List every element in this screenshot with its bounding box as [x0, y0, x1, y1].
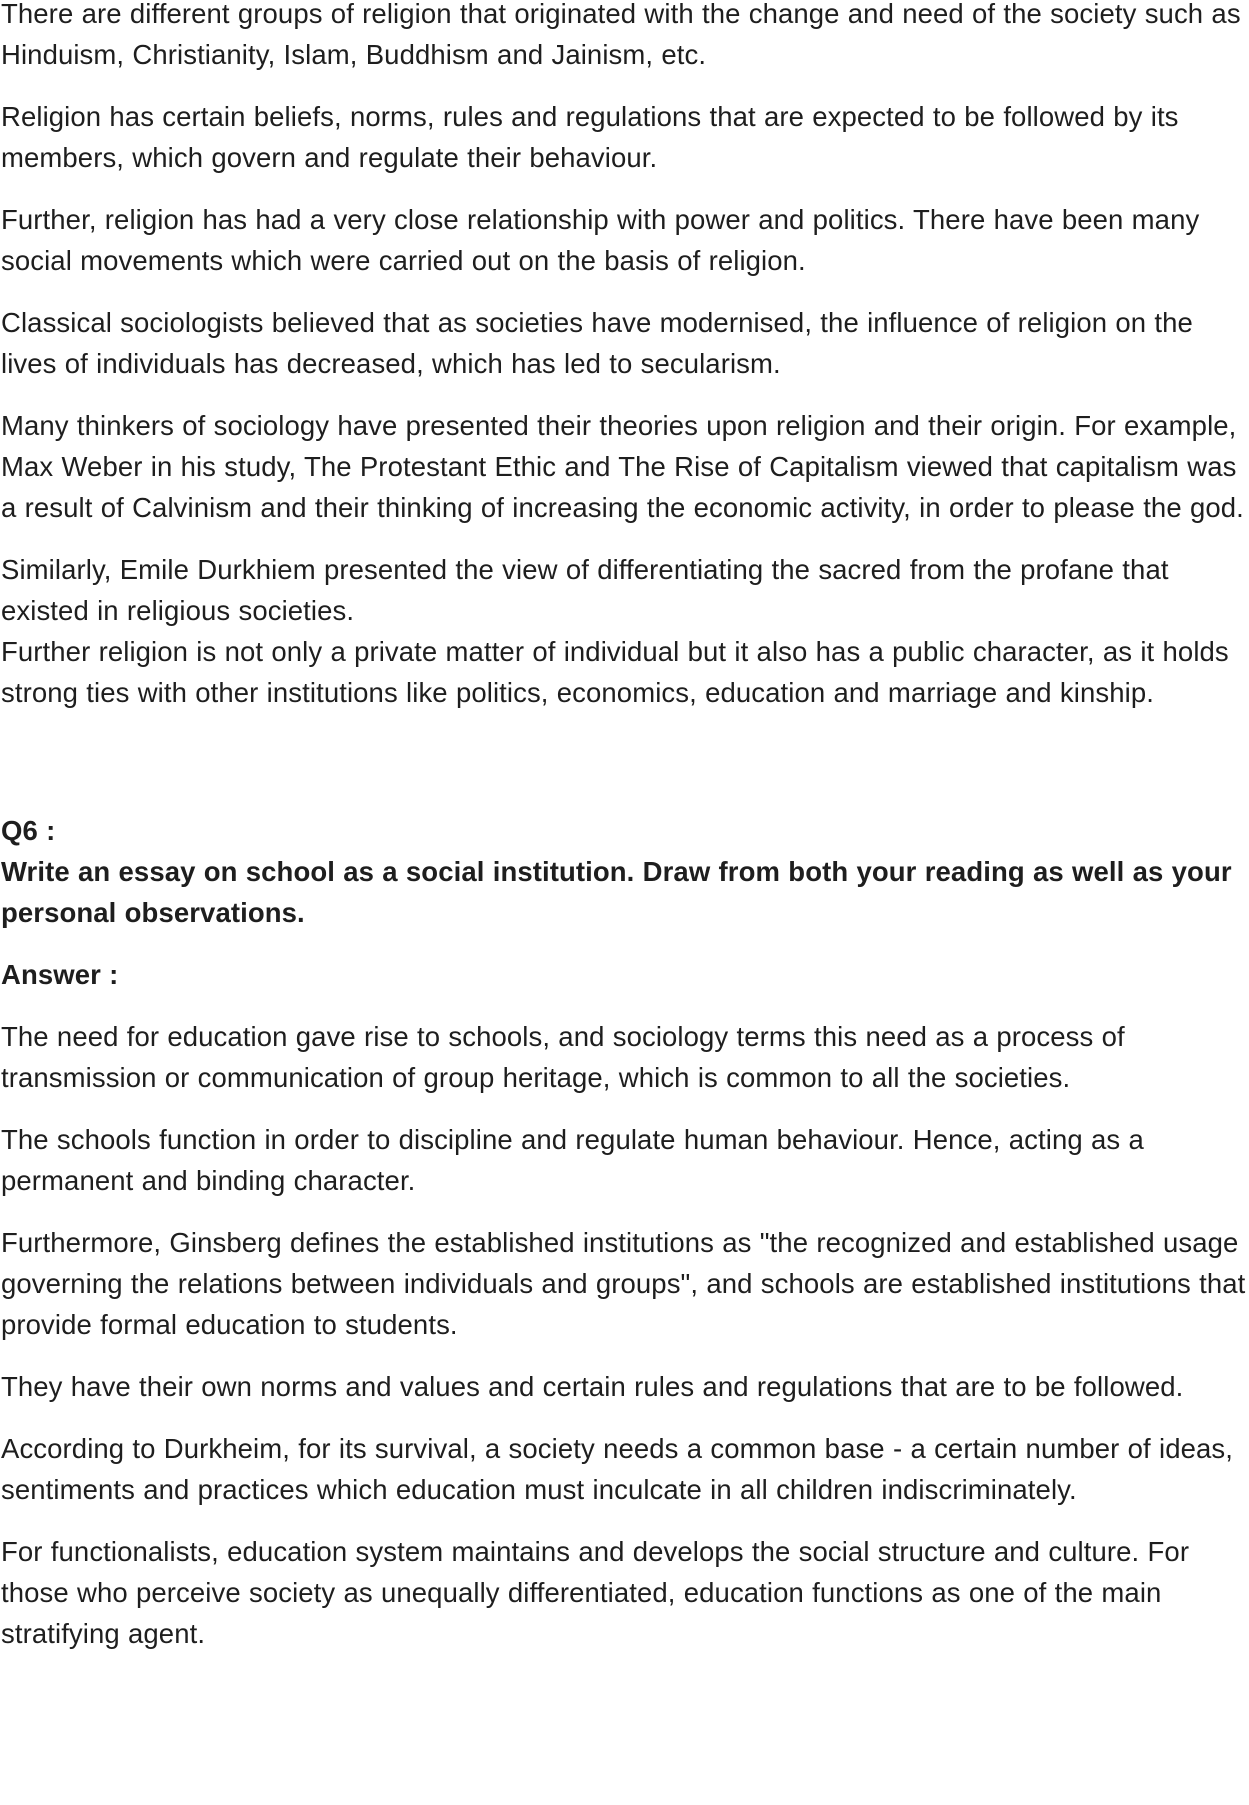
- paragraph-functionalists: For functionalists, education system maintains and develops the social structure and culture. For those who perceive society as unequally differentiated, education functions as one of the main stratifying agent.: [1, 1536, 1190, 1649]
- paragraph-ginsberg: Furthermore, Ginsberg defines the established institutions as "the recognized and established usage governing the relations between individuals and groups", and schools are established institutions that provide formal education to students.: [1, 1227, 1246, 1340]
- question-text: Write an essay on school as a social institution. Draw from both your reading as well as your personal observations.: [1, 856, 1232, 928]
- paragraph-religion-politics: Further, religion has had a very close relationship with power and politics. There have been many social movements which were carried out on the basis of religion.: [1, 204, 1200, 276]
- section-spacer: [1, 734, 1249, 810]
- paragraph-norms-values: They have their own norms and values and certain rules and regulations that are to be followed.: [1, 1371, 1184, 1402]
- paragraph-durkheim-sacred: Similarly, Emile Durkhiem presented the view of differentiating the sacred from the profane that existed in religious societies.: [1, 554, 1169, 626]
- question-number: Q6 :: [1, 815, 56, 846]
- paragraph-weber: Many thinkers of sociology have presented their theories upon religion and their origin. For example, Max Weber in his study, The Protestant Ethic and The Rise of Capitalism viewed that capitalism was a result of Calvinism and their thinking of increasing the economic activity, in order to please the god.: [1, 410, 1244, 523]
- paragraph-secularism: Classical sociologists believed that as societies have modernised, the influence of religion on the lives of individuals has decreased, which has led to secularism.: [1, 307, 1193, 379]
- paragraph-durkheim-common-base: According to Durkheim, for its survival, a society needs a common base - a certain number of ideas, sentiments and practices which education must inculcate in all children indiscriminately.: [1, 1433, 1233, 1505]
- answer-label: Answer :: [1, 959, 119, 990]
- paragraph-religion-groups: There are different groups of religion that originated with the change and need of the society such as Hinduism, Christianity, Islam, Buddhism and Jainism, etc.: [1, 0, 1241, 70]
- paragraph-religion-beliefs: Religion has certain beliefs, norms, rules and regulations that are expected to be followed by its members, which govern and regulate their behaviour.: [1, 101, 1179, 173]
- paragraph-public-character: Further religion is not only a private matter of individual but it also has a public character, as it holds strong ties with other institutions like politics, economics, education and marriage and kinship.: [1, 636, 1229, 708]
- paragraph-education-need: The need for education gave rise to schools, and sociology terms this need as a process of transmission or communication of group heritage, which is common to all the societies.: [1, 1021, 1125, 1093]
- paragraph-schools-function: The schools function in order to discipline and regulate human behaviour. Hence, acting as a permanent and binding character.: [1, 1124, 1144, 1196]
